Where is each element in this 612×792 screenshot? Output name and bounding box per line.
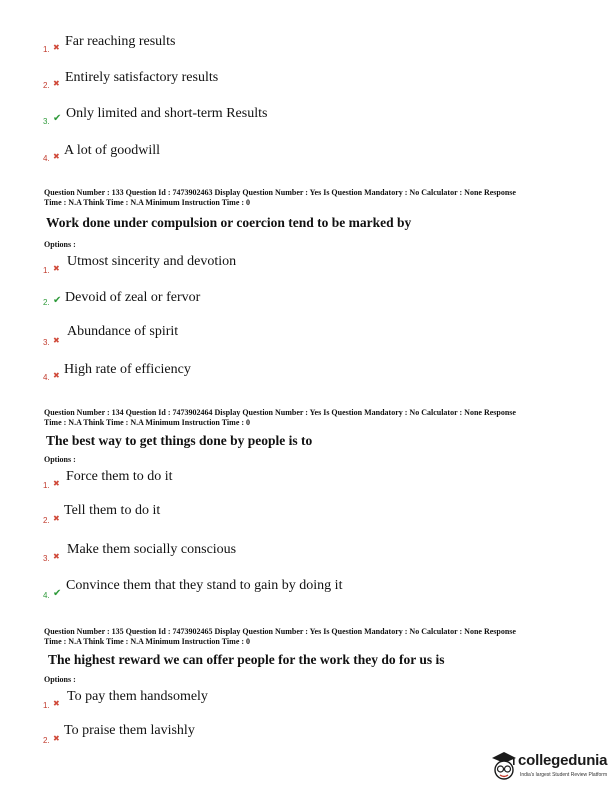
cross-icon: ✖ bbox=[53, 514, 60, 523]
cross-icon: ✖ bbox=[53, 371, 60, 380]
option-text: Entirely satisfactory results bbox=[65, 70, 219, 85]
option-text: Convince them that they stand to gain by doing it bbox=[66, 578, 343, 593]
option-number: 4. bbox=[43, 373, 50, 382]
option-number: 2. bbox=[43, 298, 50, 307]
check-icon: ✔ bbox=[53, 113, 62, 124]
option-number: 2. bbox=[43, 81, 50, 90]
option-number: 1. bbox=[43, 481, 50, 490]
option-text: Devoid of zeal or fervor bbox=[65, 290, 201, 305]
option-text: High rate of efficiency bbox=[64, 362, 191, 377]
option-text: Tell them to do it bbox=[64, 503, 161, 518]
option-number: 3. bbox=[43, 117, 50, 126]
cross-icon: ✖ bbox=[53, 336, 60, 345]
cross-icon: ✖ bbox=[53, 264, 60, 273]
graduate-mascot-icon bbox=[490, 750, 518, 784]
collegedunia-logo bbox=[490, 748, 610, 786]
cross-icon: ✖ bbox=[53, 152, 60, 161]
question-meta-line2: Time : N.A Think Time : N.A Minimum Instruction Time : 0 bbox=[44, 417, 251, 427]
option-number: 1. bbox=[43, 266, 50, 275]
option-number: 2. bbox=[43, 736, 50, 745]
cross-icon: ✖ bbox=[53, 43, 60, 52]
option-number: 4. bbox=[43, 154, 50, 163]
option-text: To pay them handsomely bbox=[67, 689, 208, 704]
option-text: To praise them lavishly bbox=[64, 723, 195, 738]
cross-icon: ✖ bbox=[53, 552, 60, 561]
options-label: Options : bbox=[44, 240, 76, 249]
question-meta-line1: Question Number : 135 Question Id : 7473902465 Display Question Number : Yes Is Question Mandatory : No Calculator : None Response bbox=[44, 627, 516, 636]
check-icon: ✔ bbox=[53, 295, 62, 306]
option-number: 4. bbox=[43, 591, 50, 600]
option-text: Utmost sincerity and devotion bbox=[67, 254, 237, 269]
cross-icon: ✖ bbox=[53, 699, 60, 708]
option-number: 1. bbox=[43, 701, 50, 710]
question-meta bbox=[44, 188, 584, 207]
option-text: A lot of goodwill bbox=[64, 143, 161, 158]
option-text: Far reaching results bbox=[65, 34, 176, 49]
options-label: Options : bbox=[44, 455, 76, 464]
question-text: The highest reward we can offer people for the work they do for us is bbox=[48, 652, 445, 667]
cross-icon: ✖ bbox=[53, 734, 60, 743]
question-meta-line2: Time : N.A Think Time : N.A Minimum Instruction Time : 0 bbox=[44, 197, 251, 207]
option-number: 2. bbox=[43, 516, 50, 525]
option-number: 3. bbox=[43, 338, 50, 347]
question-text: The best way to get things done by people is to bbox=[46, 433, 313, 448]
question-meta-line1: Question Number : 133 Question Id : 7473902463 Display Question Number : Yes Is Question Mandatory : No Calculator : None Response bbox=[44, 188, 516, 197]
cross-icon: ✖ bbox=[53, 79, 60, 88]
question-meta bbox=[44, 408, 584, 427]
option-text: Only limited and short-term Results bbox=[66, 106, 268, 121]
option-number: 1. bbox=[43, 45, 50, 54]
check-icon: ✔ bbox=[53, 588, 62, 599]
logo-name: collegedunia bbox=[518, 752, 608, 769]
options-label: Options : bbox=[44, 675, 76, 684]
option-text: Make them socially conscious bbox=[67, 542, 237, 557]
cross-icon: ✖ bbox=[53, 479, 60, 488]
question-meta-line1: Question Number : 134 Question Id : 7473902464 Display Question Number : Yes Is Question Mandatory : No Calculator : None Response bbox=[44, 408, 516, 417]
question-text: Work done under compulsion or coercion tend to be marked by bbox=[46, 215, 412, 230]
option-number: 3. bbox=[43, 554, 50, 563]
option-text: Force them to do it bbox=[66, 469, 173, 484]
logo-tagline: India's largest Student Review Platform bbox=[520, 772, 608, 778]
question-meta-line2: Time : N.A Think Time : N.A Minimum Instruction Time : 0 bbox=[44, 636, 251, 646]
question-meta bbox=[44, 627, 584, 646]
option-text: Abundance of spirit bbox=[67, 324, 179, 339]
